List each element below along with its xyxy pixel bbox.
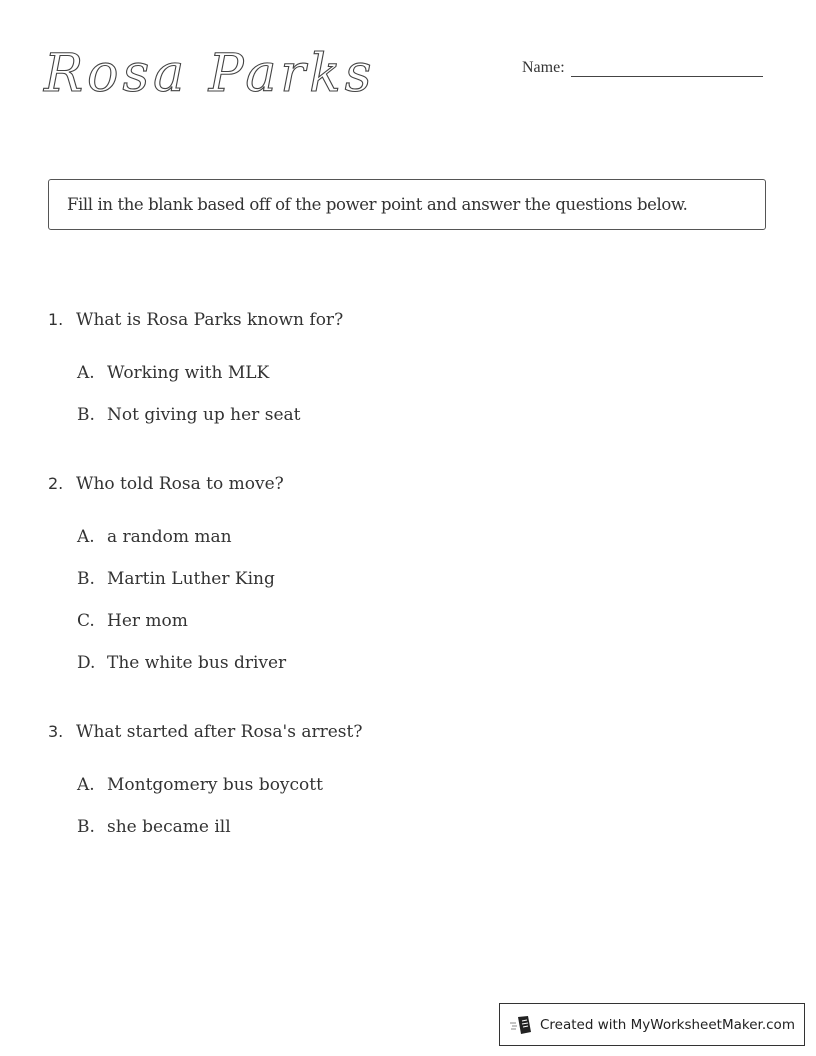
option-letter: B. xyxy=(77,405,95,425)
question-number: 3. xyxy=(48,722,64,741)
name-field xyxy=(522,52,763,77)
name-label: Name: xyxy=(522,59,565,76)
option-text: she became ill xyxy=(107,817,231,837)
option-letter: B. xyxy=(77,817,95,837)
option-letter: A. xyxy=(77,363,95,383)
question-text: What is Rosa Parks known for? xyxy=(76,310,344,330)
option xyxy=(77,527,232,547)
option-text: The white bus driver xyxy=(107,653,287,673)
option-text: Martin Luther King xyxy=(107,569,275,589)
option-text: Her mom xyxy=(107,611,188,631)
option xyxy=(77,653,286,673)
option-letter: A. xyxy=(77,527,95,547)
question-text: Who told Rosa to move? xyxy=(76,474,284,494)
worksheet-title: Rosa Parks xyxy=(44,44,376,104)
question-3 xyxy=(48,722,362,742)
name-blank-line[interactable] xyxy=(571,52,763,77)
option xyxy=(77,569,275,589)
option xyxy=(77,611,188,631)
option-letter: D. xyxy=(77,653,96,673)
question-number: 2. xyxy=(48,474,64,493)
created-with-badge[interactable] xyxy=(499,1003,805,1046)
option-letter: A. xyxy=(77,775,95,795)
question-number: 1. xyxy=(48,310,64,329)
worksheet-logo-icon xyxy=(510,1015,532,1035)
option-text: a random man xyxy=(107,527,232,547)
option xyxy=(77,817,231,837)
question-2 xyxy=(48,474,284,494)
instructions-box: Fill in the blank based off of the power point and answer the questions below. xyxy=(48,179,766,230)
question-1 xyxy=(48,310,343,330)
option xyxy=(77,363,269,383)
option xyxy=(77,405,300,425)
footer-text: Created with MyWorksheetMaker.com xyxy=(540,1016,795,1033)
option xyxy=(77,775,323,795)
option-text: Montgomery bus boycott xyxy=(107,775,323,795)
option-letter: B. xyxy=(77,569,95,589)
option-letter: C. xyxy=(77,611,95,631)
option-text: Not giving up her seat xyxy=(107,405,301,425)
question-text: What started after Rosa's arrest? xyxy=(76,722,363,742)
option-text: Working with MLK xyxy=(107,363,270,383)
